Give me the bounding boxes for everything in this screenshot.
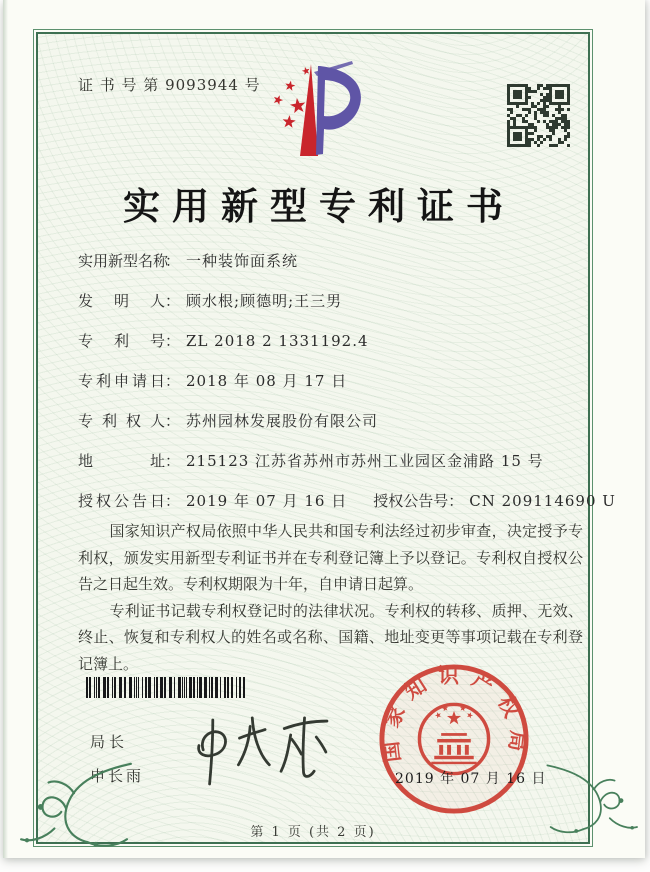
page-number: 第 1 页 (共 2 页): [250, 825, 376, 840]
field-label: 地址: [78, 452, 165, 470]
field-value: 苏州园林发展股份有限公司: [186, 412, 379, 430]
field-label: 专利申请日: [78, 372, 165, 390]
seal-date: 2019 年 07 月 16 日: [395, 771, 547, 787]
field-value: CN 209114690 U: [469, 492, 616, 510]
cnipa-logo-icon: [264, 58, 384, 162]
director-title: 局长: [90, 733, 129, 751]
field-row: 专利号： ZL 2018 2 1331192.4: [78, 330, 562, 353]
field-label: 实用新型名称: [78, 252, 169, 270]
field-value: 2019 年 07 月 16 日: [186, 492, 348, 510]
field-row: 授权公告日： 2019 年 07 月 16 日 授权公告号： CN 209114690 U: [78, 490, 562, 513]
field-value: 215123 江苏省苏州市苏州工业园区金浦路 15 号: [186, 452, 544, 470]
field-label: 授权公告号: [373, 492, 449, 510]
seal-org-text: 国家知识产权局: [377, 663, 531, 764]
field-value: 2018 年 08 月 17 日: [186, 372, 348, 390]
legal-notice: [78, 518, 583, 677]
field-label: 专利号: [78, 332, 165, 350]
field-label: 发明人: [78, 292, 165, 310]
director-name: 申长雨: [90, 767, 145, 785]
field-value: ZL 2018 2 1331192.4: [186, 332, 369, 350]
notice-paragraph-1: 国家知识产权局依照中华人民共和国专利法经过初步审查，决定授予专利权，颁发实用新型专利证书并在专利登记簿上予以登记。专利权自授权公告之日起生效。专利权期限为十年，自申请日起算。: [78, 522, 583, 593]
field-row: 专利权人： 苏州园林发展股份有限公司: [78, 410, 562, 433]
field-row: 发明人： 顾水根;顾德明;王三男: [78, 290, 562, 313]
certificate-page: [3, 0, 645, 858]
handwritten-signature-icon: [184, 709, 344, 795]
certificate-title: 实用新型专利证书: [123, 184, 515, 228]
field-label: 专利权人: [78, 412, 165, 430]
certificate-number: 证 书 号 第 9093944 号: [78, 76, 261, 94]
field-row: 实用新型名称： 一种装饰面系统: [78, 250, 562, 273]
official-seal: [375, 660, 533, 818]
field-row: 专利申请日： 2018 年 08 月 17 日: [78, 370, 562, 393]
field-value: 一种装饰面系统: [186, 252, 299, 270]
field-value: 顾水根;顾德明;王三男: [186, 292, 343, 310]
qr-code: [507, 84, 570, 147]
field-label: 授权公告日: [78, 492, 165, 510]
notice-paragraph-2: 专利证书记载专利权登记时的法律状况。专利权的转移、质押、无效、终止、恢复和专利权人的姓名或名称、国籍、地址变更等事项记载在专利登记簿上。: [78, 601, 583, 673]
corner-flourish-icon: [541, 742, 645, 856]
barcode: [86, 677, 248, 698]
field-list: [78, 250, 616, 530]
corner-flourish-icon: [11, 756, 139, 854]
field-row: 地址： 215123 江苏省苏州市苏州工业园区金浦路 15 号: [78, 450, 562, 473]
